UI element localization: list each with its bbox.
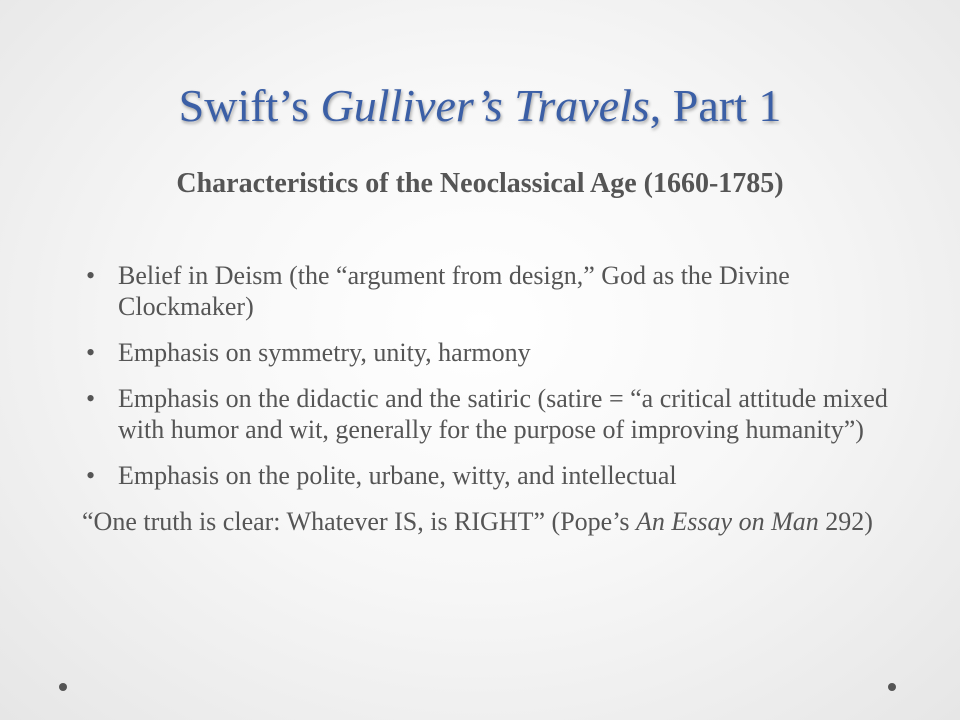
bullet-icon: • <box>86 338 96 367</box>
bullet-item <box>82 383 892 445</box>
bullet-icon: • <box>86 261 96 290</box>
decorative-dot-right <box>888 683 896 691</box>
bullet-text: Emphasis on the polite, urbane, witty, and intellectual <box>118 461 677 490</box>
bullet-item <box>82 260 892 322</box>
title-suffix: , Part 1 <box>649 80 782 131</box>
quote-citation: 292) <box>818 507 873 536</box>
bullet-text: Belief in Deism (the “argument from design,” God as the Divine Clockmaker) <box>118 261 790 321</box>
title-book-name: Gulliver’s Travels <box>320 80 650 131</box>
slide-subtitle: Characteristics of the Neoclassical Age (1660-1785) <box>176 168 784 199</box>
quote-text: “One truth is clear: Whatever IS, is RIGHT” (Pope’s <box>82 507 637 536</box>
decorative-dot-left <box>59 683 67 691</box>
bullet-item <box>82 337 892 368</box>
bullet-text: Emphasis on symmetry, unity, harmony <box>118 338 531 367</box>
bullet-text: Emphasis on the didactic and the satiric (satire = “a critical attitude mixed with humor and wit, generally for the purpose of improving humanity”) <box>118 384 888 444</box>
slide-body <box>82 260 892 537</box>
slide-title <box>0 78 960 134</box>
title-prefix: Swift’s <box>178 80 321 131</box>
quote-work-title: An Essay on Man <box>636 507 819 536</box>
bullet-list <box>82 260 892 491</box>
bullet-icon: • <box>86 384 96 413</box>
bullet-item <box>82 460 892 491</box>
pope-quote <box>82 506 892 537</box>
bullet-icon: • <box>86 461 96 490</box>
